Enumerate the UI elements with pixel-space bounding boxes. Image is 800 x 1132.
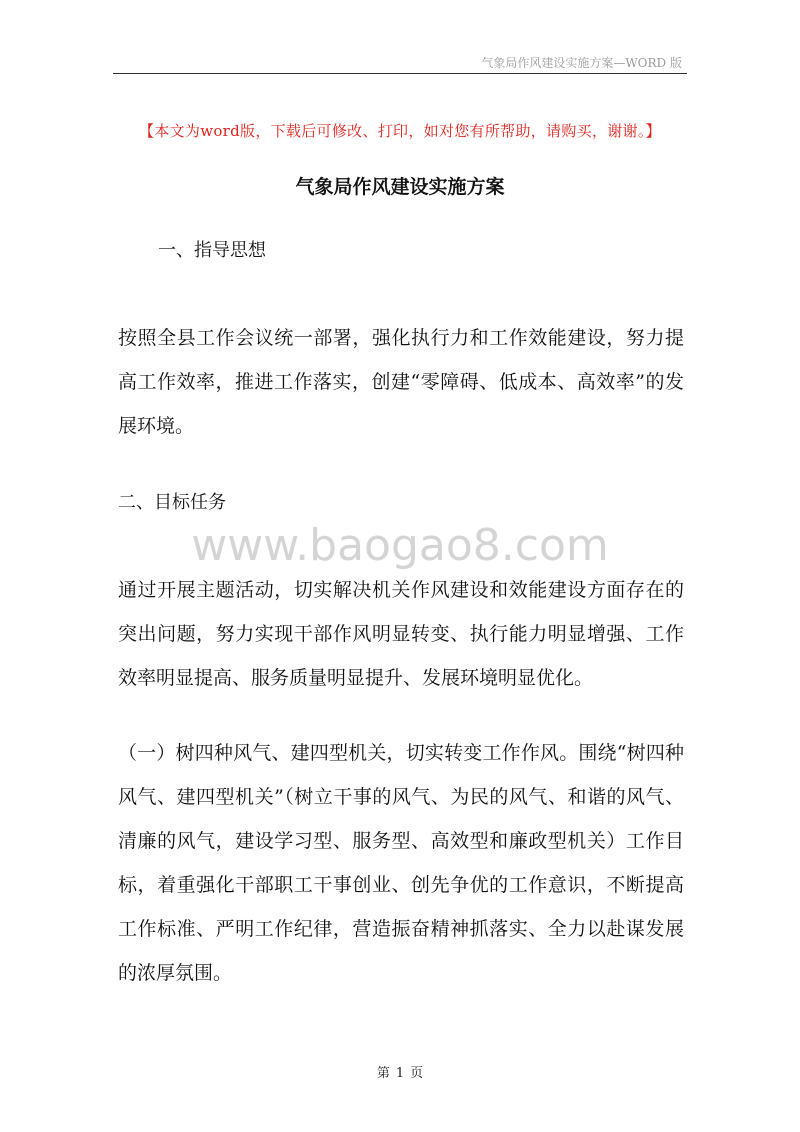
- page-number: 1: [395, 1066, 405, 1081]
- footer-suffix: 页: [410, 1066, 424, 1081]
- subsection-paragraph: （一）树四种风气、建四型机关，切实转变工作作风。围绕“树四种风气、建四型机关”（树立干事的风气、为民的风气、和谐的风气、清廉的风气，建设学习型、服务型、高效型和廉政型机关）工作目标，着重强化干部职工干事创业、创先争优的工作意识，不断提高工作标准、严明工作纪律，营造振奋精神抓落实、全力以赴谋发展的浓厚氛围。: [118, 742, 684, 984]
- header-divider: [113, 73, 687, 74]
- footer-prefix: 第: [376, 1066, 390, 1081]
- section-heading-guiding-ideology: 一、指导思想: [158, 240, 266, 261]
- download-notice: 【本文为word版，下载后可修改、打印，如对您有所帮助，请购买，谢谢。】: [139, 122, 661, 140]
- section-paragraph: 按照全县工作会议统一部署，强化执行力和工作效能建设，努力提高工作效率，推进工作落实，创建“零障碍、低成本、高效率”的发展环境。: [118, 327, 684, 437]
- watermark: www.baogao8.com: [191, 520, 609, 571]
- document-title: 气象局作风建设实施方案: [295, 176, 505, 198]
- running-header: 气象局作风建设实施方案—WORD 版: [481, 56, 682, 70]
- page-number-footer: [0, 1062, 800, 1081]
- section-heading-goals-tasks: 二、目标任务: [118, 492, 226, 513]
- section-paragraph: 通过开展主题活动，切实解决机关作风建设和效能建设方面存在的突出问题，努力实现干部作风明显转变、执行能力明显增强、工作效率明显提高、服务质量明显提升、发展环境明显优化。: [118, 579, 684, 689]
